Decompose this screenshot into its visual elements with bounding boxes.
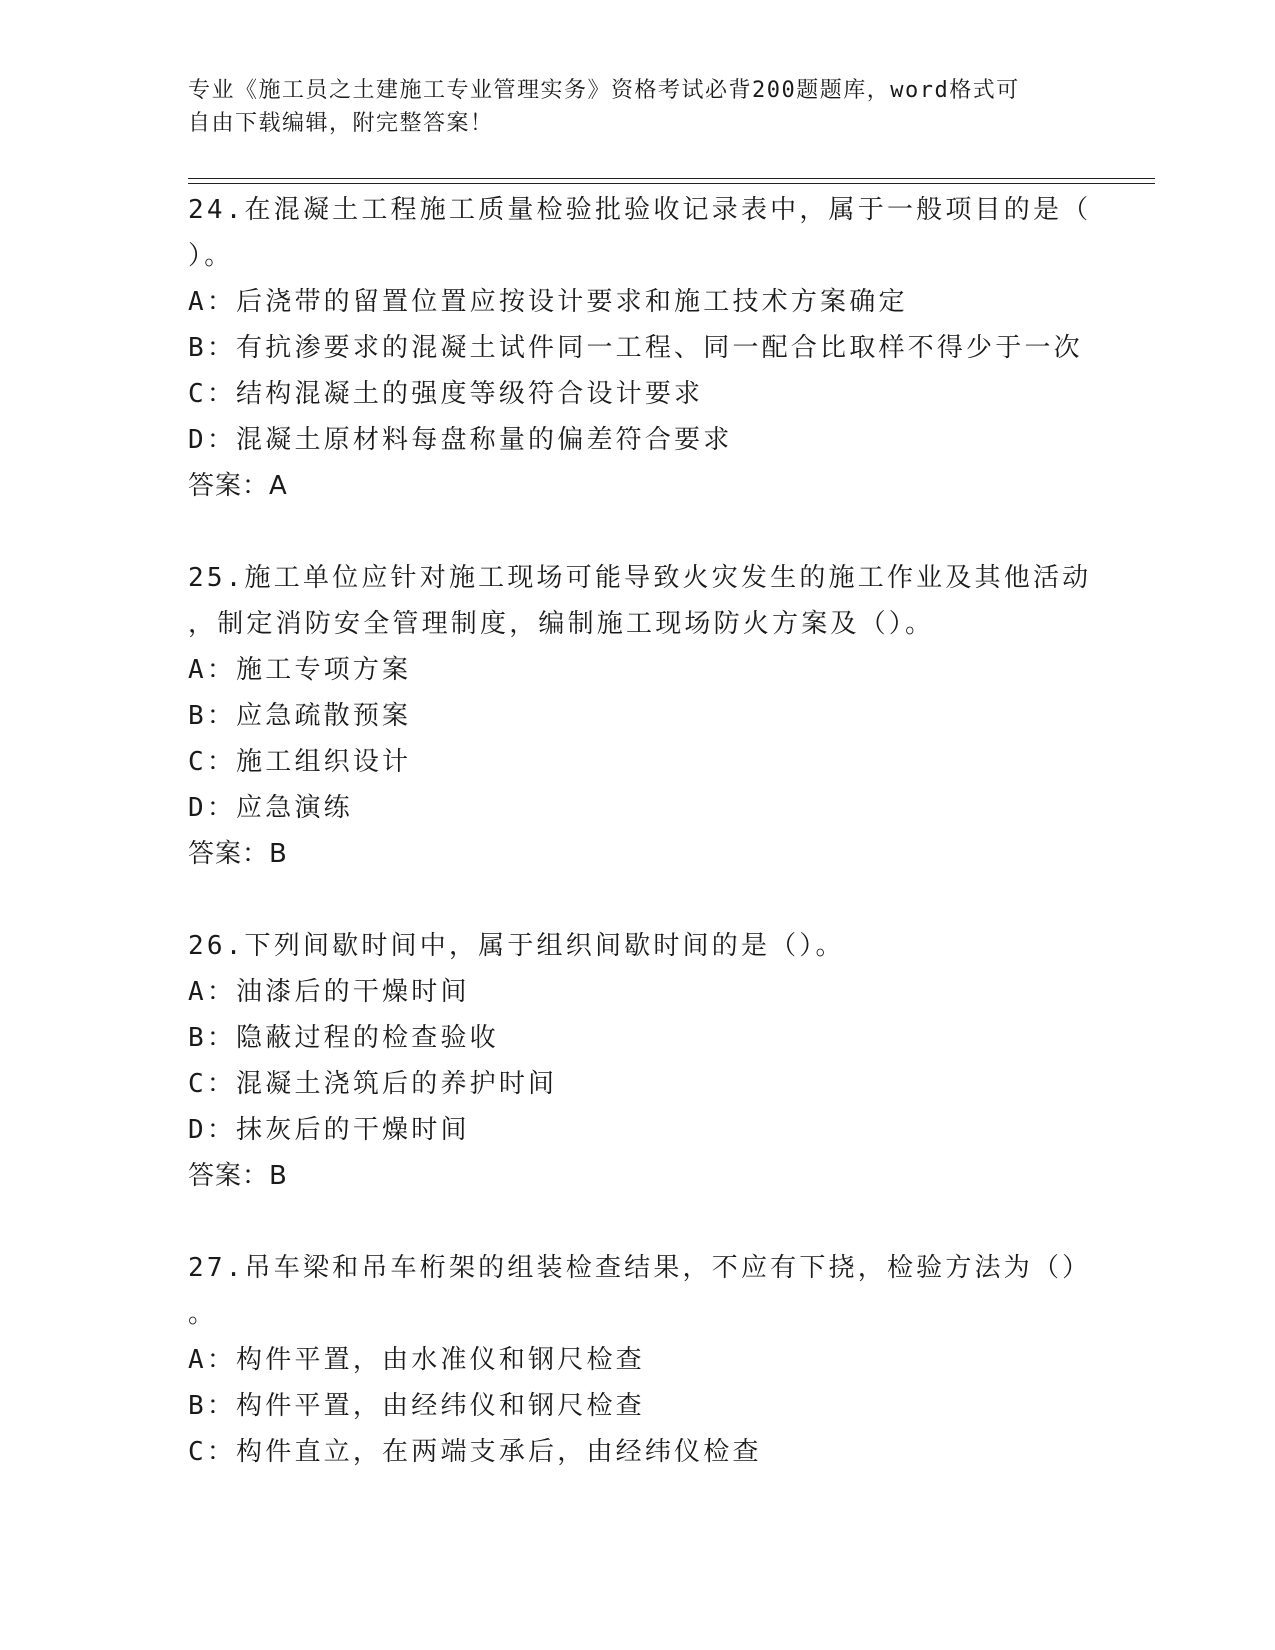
option-a: A：构件平置，由水准仪和钢尺检查	[188, 1345, 645, 1375]
option-b: B：构件平置，由经纬仪和钢尺检查	[188, 1391, 645, 1421]
header-divider-bottom	[188, 183, 1155, 184]
question-stem-line: 24.在混凝土工程施工质量检验批验收记录表中，属于一般项目的是（	[188, 195, 1092, 225]
option-a: A：油漆后的干燥时间	[188, 977, 470, 1007]
question-stem-line: ，制定消防安全管理制度，编制施工现场防火方案及（）。	[188, 609, 935, 639]
question-stem-line: 26.下列间歇时间中，属于组织间歇时间的是（）。	[188, 931, 845, 961]
option-c: C：结构混凝土的强度等级符合设计要求	[188, 379, 704, 409]
option-c: C：施工组织设计	[188, 747, 412, 777]
question-25	[188, 555, 1092, 877]
header-title-line-1: 专业《施工员之土建施工专业管理实务》资格考试必背200题题库，word格式可	[188, 78, 1020, 103]
option-b: B：应急疏散预案	[188, 701, 412, 731]
question-27	[188, 1245, 1092, 1475]
question-24	[188, 187, 1092, 509]
option-d: D：抹灰后的干燥时间	[188, 1115, 470, 1145]
question-stem-line: 。	[188, 1299, 218, 1329]
question-26	[188, 923, 1088, 1199]
answer: 答案：B	[188, 839, 288, 869]
option-d: D：应急演练	[188, 793, 353, 823]
option-c: C：构件直立，在两端支承后，由经纬仪检查	[188, 1437, 762, 1467]
option-d: D：混凝土原材料每盘称量的偏差符合要求	[188, 425, 733, 455]
option-b: B：有抗渗要求的混凝土试件同一工程、同一配合比取样不得少于一次	[188, 333, 1083, 363]
document-header	[188, 74, 1068, 140]
question-stem-line: ）。	[188, 241, 234, 271]
option-a: A：后浇带的留置位置应按设计要求和施工技术方案确定	[188, 287, 908, 317]
option-a: A：施工专项方案	[188, 655, 412, 685]
option-c: C：混凝土浇筑后的养护时间	[188, 1069, 558, 1099]
answer: 答案：A	[188, 471, 288, 501]
question-stem-line: 25.施工单位应针对施工现场可能导致火灾发生的施工作业及其他活动	[188, 563, 1092, 593]
question-list	[188, 187, 1092, 1475]
header-divider-top	[188, 178, 1155, 179]
answer: 答案：B	[188, 1161, 288, 1191]
question-stem-line: 27.吊车梁和吊车桁架的组装检查结果，不应有下挠，检验方法为（）	[188, 1253, 1092, 1283]
option-b: B：隐蔽过程的检查验收	[188, 1023, 499, 1053]
header-title-line-2: 自由下载编辑，附完整答案！	[188, 111, 494, 136]
